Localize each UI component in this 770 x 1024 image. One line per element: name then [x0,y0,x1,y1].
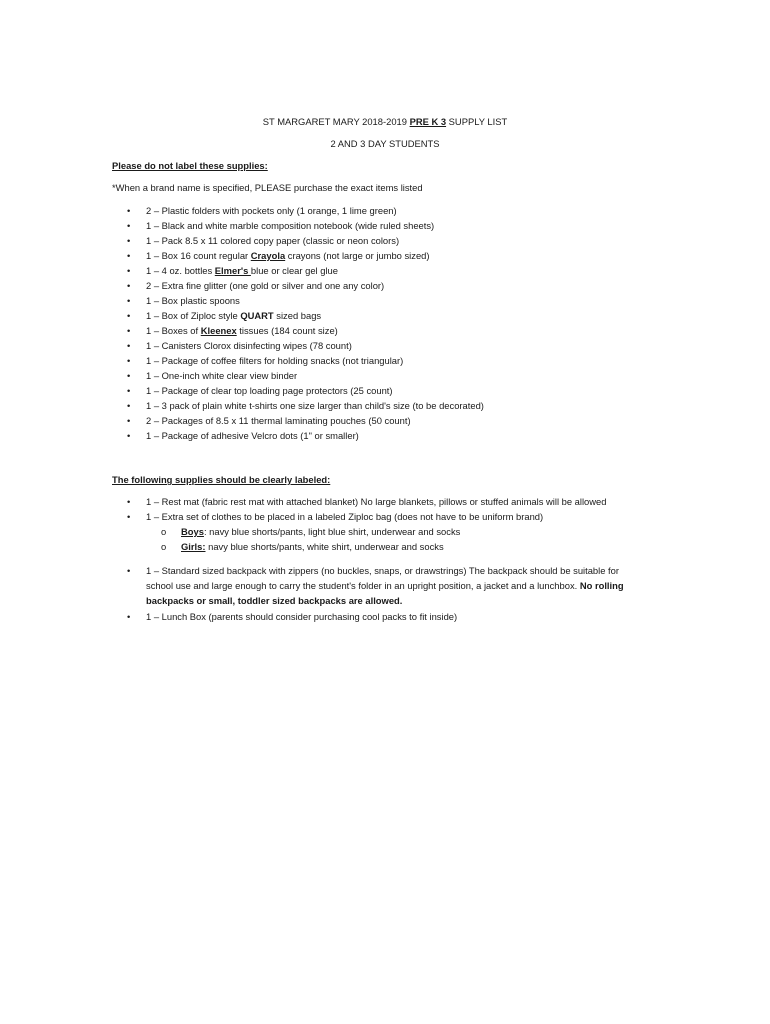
list-item: • 1 – Black and white marble composition notebook (wide ruled sheets) [127,220,435,231]
list-item: • 1 – 4 oz. bottles Elmer's blue or clear gel glue [127,265,338,276]
bullet-icon: • [127,385,131,396]
bullet-icon: • [127,250,131,261]
list-item: • 1 – Package of coffee filters for holding snacks (not triangular) [127,355,404,366]
bullet-icon: • [127,611,131,622]
list-item: • 1 – Rest mat (fabric rest mat with attached blanket) No large blankets, pillows or stuffed animals will be allowed [127,496,607,507]
section1-heading: Please do not label these supplies: [112,160,268,171]
bullet-icon: • [127,511,131,522]
list-item: • 2 – Extra fine glitter (one gold or silver and one any color) [127,280,385,291]
backpack-warning: No rolling backpacks or small, toddler sized backpacks are allowed. [146,580,624,606]
list-item: • 1 – Pack 8.5 x 11 colored copy paper (classic or neon colors) [127,235,400,246]
list-item: • 1 – Package of adhesive Velcro dots (1" or smaller) [127,430,359,441]
brand-crayola: Crayola [250,250,286,261]
bullet-icon: • [127,565,131,576]
bullet-icon: • [127,370,131,381]
page-title [0,114,770,129]
list-item: • 2 – Packages of 8.5 x 11 thermal laminating pouches (50 count) [127,415,411,426]
list-item: • 1 – Box plastic spoons [127,295,240,306]
page-subtitle: 2 AND 3 DAY STUDENTS [330,138,440,149]
bullet-icon: • [127,280,131,291]
labeled-supply-list [0,494,770,624]
bullet-icon: • [127,235,131,246]
bullet-icon: • [127,496,131,507]
bullet-icon: • [127,295,131,306]
boys-label: Boys [181,526,204,537]
list-item: • 1 – 3 pack of plain white t-shirts one size larger than child's size (to be decorated) [127,400,484,411]
list-item: • 1 – Boxes of Kleenex tissues (184 count size) [127,325,338,336]
list-item: • 1 – Canisters Clorox disinfecting wipes (78 count) [127,340,352,351]
list-item: • 1 – Box 16 count regular Crayola crayons (not large or jumbo sized) [127,250,430,261]
list-item: • 1 – One-inch white clear view binder [127,370,298,381]
list-item: • 1 – Extra set of clothes to be placed in a labeled Ziploc bag (does not have to be uniform brand) o Boys: navy blue shorts/pants, light blue shirt, underwear and socks o Girls: navy blue shorts/pants, white shirt, underwear and socks [0,509,646,563]
bullet-icon: • [127,340,131,351]
quart-emphasis: QUART [240,310,274,321]
bullet-icon: • [127,220,131,231]
sublist-item-boys: o Boys: navy blue shorts/pants, light blue shirt, underwear and socks [161,526,461,537]
bullet-icon: • [127,430,131,441]
bullet-icon: • [127,205,131,216]
list-item: • 1 – Standard sized backpack with zippers (no buckles, snaps, or drawstrings) The backpack should be suitable for school use and large enough to carry the student's folder in an upright position, a jacket and a lunchbox. No rolling backpacks or small, toddler sized backpacks are allowed. [127,565,624,606]
unlabeled-supply-list [0,203,770,443]
list-item: • 1 – Lunch Box (parents should consider purchasing cool packs to fit inside) [127,611,458,622]
brand-note: *When a brand name is specified, PLEASE purchase the exact items listed [112,182,423,193]
brand-elmers: Elmer's [214,265,251,276]
bullet-icon: • [127,415,131,426]
bullet-icon: • [127,325,131,336]
list-item: • 2 – Plastic folders with pockets only (1 orange, 1 lime green) [127,205,397,216]
bullet-icon: • [127,355,131,366]
brand-kleenex: Kleenex [200,325,237,336]
list-item: • 1 – Box of Ziploc style QUART sized bags [127,310,322,321]
title-suffix: SUPPLY LIST [446,116,508,127]
section2-heading: The following supplies should be clearly labeled: [112,474,331,485]
circle-bullet-icon: o [161,541,167,552]
girls-label: Girls: [181,541,206,552]
title-prefix: ST MARGARET MARY 2018-2019 [262,116,410,127]
bullet-icon: • [127,265,131,276]
clothes-sublist [146,524,646,554]
list-item: • 1 – Package of clear top loading page protectors (25 count) [127,385,393,396]
sublist-item-girls: o Girls: navy blue shorts/pants, white shirt, underwear and socks [161,541,444,552]
bullet-icon: • [127,310,131,321]
circle-bullet-icon: o [161,526,167,537]
title-emphasis: PRE K 3 [409,116,447,127]
bullet-icon: • [127,400,131,411]
